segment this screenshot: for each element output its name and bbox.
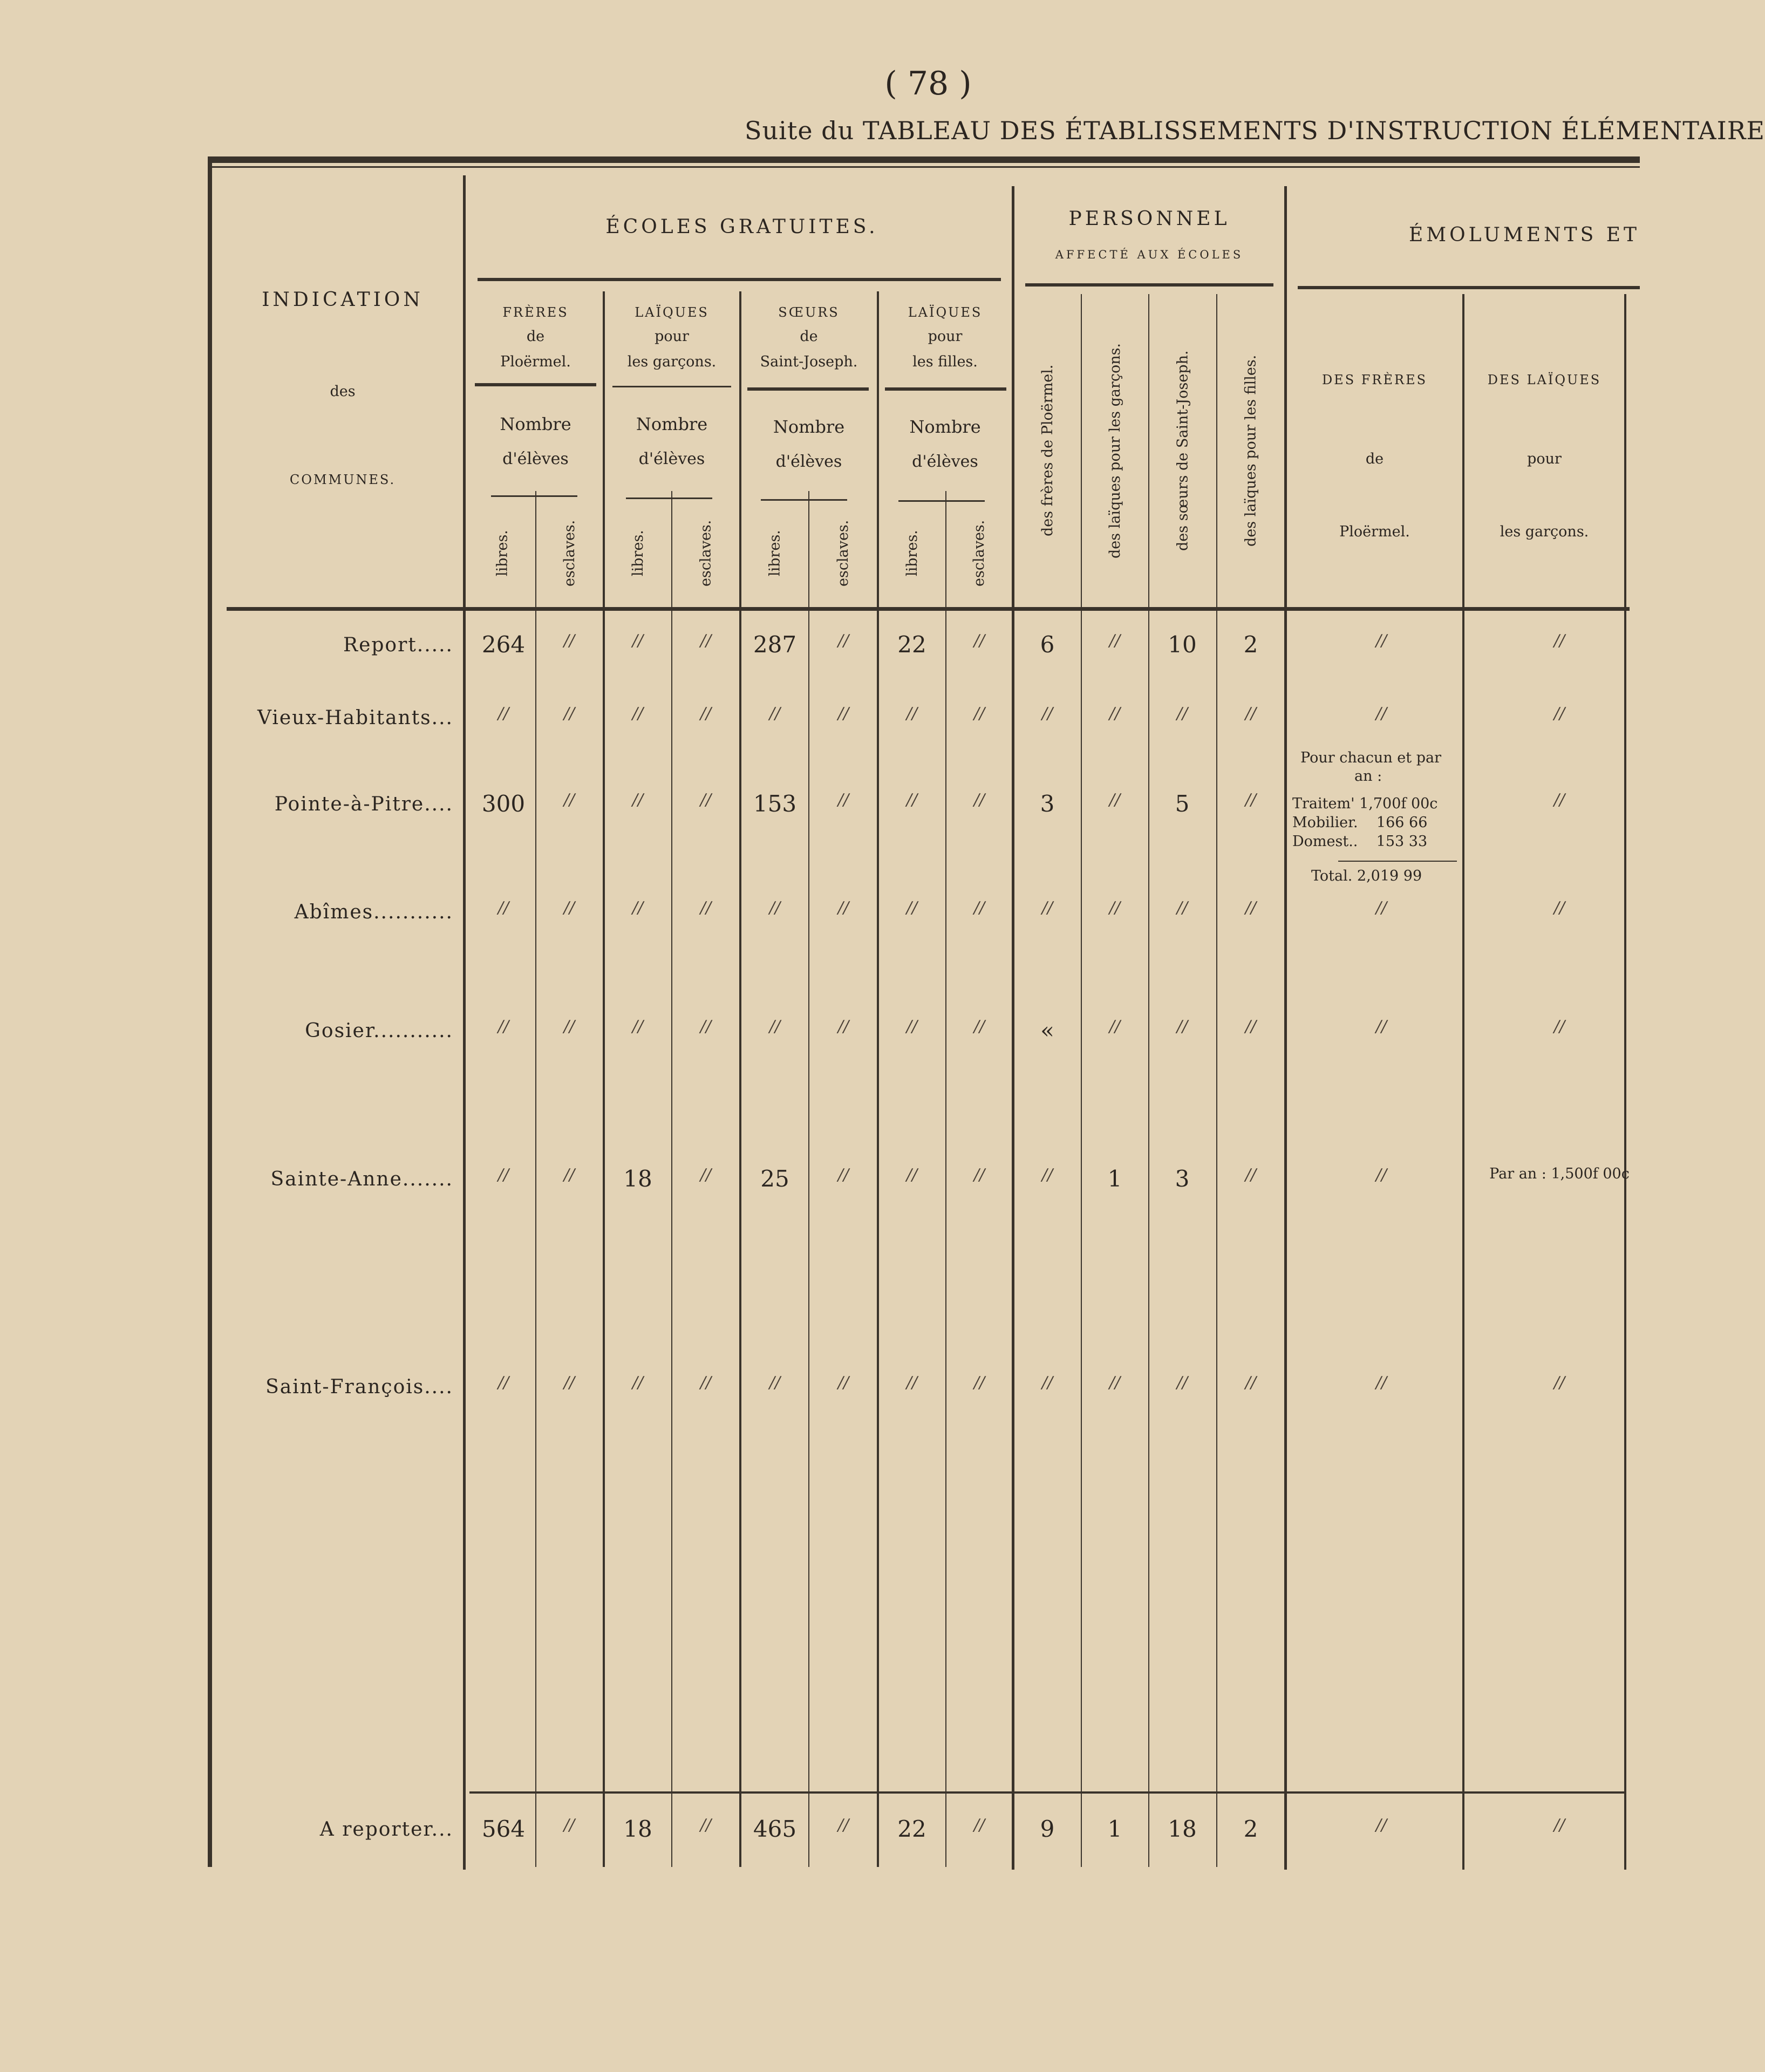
libres-3: libres. bbox=[766, 530, 783, 576]
table-cell: // bbox=[700, 631, 712, 650]
table-cell: 1 bbox=[1107, 1816, 1122, 1842]
group-laiques-garcons-line2: pour bbox=[655, 328, 689, 345]
nombre-rule-4 bbox=[898, 500, 985, 502]
table-cell: // bbox=[1109, 1017, 1121, 1036]
d-eleves-3: d'élèves bbox=[775, 452, 842, 471]
table-cell: 25 bbox=[760, 1166, 789, 1192]
commune-name: Report..... bbox=[343, 634, 453, 656]
table-cell: 18 bbox=[623, 1166, 652, 1192]
libres-1: libres. bbox=[494, 530, 511, 576]
table-cell: // bbox=[498, 1166, 509, 1184]
commune-name: Gosier........... bbox=[305, 1020, 453, 1042]
table-cell: // bbox=[837, 898, 849, 917]
header-communes: COMMUNES. bbox=[289, 472, 396, 487]
table-cell: // bbox=[837, 1816, 849, 1835]
nombre-rule-2 bbox=[626, 497, 712, 499]
table-cell: 264 bbox=[481, 631, 526, 658]
table-cell: // bbox=[1109, 898, 1121, 917]
table-cell: // bbox=[973, 1816, 985, 1835]
table-cell: // bbox=[1041, 1373, 1053, 1392]
personnel-col-freres: des frères de Ploërmel. bbox=[1039, 364, 1056, 537]
ecoles-rule bbox=[478, 278, 1001, 281]
table-cell: // bbox=[906, 1017, 918, 1036]
group-freres-line2: de bbox=[526, 328, 545, 345]
table-cell: // bbox=[700, 790, 712, 809]
esclaves-1: esclaves. bbox=[561, 520, 578, 587]
nombre-4: Nombre bbox=[909, 417, 981, 437]
table-cell: 2 bbox=[1243, 1816, 1258, 1842]
table-cell: // bbox=[973, 1166, 985, 1184]
table-cell: // bbox=[1245, 790, 1257, 809]
table-cell: // bbox=[1176, 898, 1188, 917]
sub-sep-3 bbox=[808, 491, 809, 1867]
table-cell: // bbox=[837, 790, 849, 809]
table-cell: 564 bbox=[481, 1816, 526, 1842]
table-cell: // bbox=[1553, 1373, 1565, 1392]
emol-freres-line2: de bbox=[1365, 451, 1384, 467]
nombre-rule-3 bbox=[761, 499, 847, 501]
table-cell: // bbox=[563, 1816, 575, 1835]
personnel-col-soeurs: des sœurs de Saint-Joseph. bbox=[1174, 350, 1191, 551]
table-cell: 3 bbox=[1175, 1166, 1190, 1192]
note-domestique: Domest.. 153 33 bbox=[1292, 833, 1428, 850]
page-number: ( 78 ) bbox=[884, 65, 972, 103]
table-cell: 22 bbox=[897, 1816, 926, 1842]
table-cell: // bbox=[973, 704, 985, 723]
table-cell: // bbox=[906, 790, 918, 809]
table-cell: // bbox=[1245, 1373, 1257, 1392]
table-cell: // bbox=[563, 1373, 575, 1392]
table-cell: // bbox=[700, 704, 712, 723]
group-laiques-filles-line3: les filles. bbox=[912, 353, 978, 370]
table-cell: 5 bbox=[1175, 790, 1190, 817]
esclaves-4: esclaves. bbox=[971, 520, 987, 587]
note-line1: Pour chacun et par bbox=[1300, 749, 1441, 766]
commune-name: Pointe-à-Pitre.... bbox=[274, 793, 453, 815]
group-soeurs-line1: SŒURS bbox=[778, 305, 840, 320]
table-cell: // bbox=[700, 1373, 712, 1392]
table-cell: // bbox=[1109, 704, 1121, 723]
table-cell: // bbox=[632, 898, 644, 917]
table-cell: 18 bbox=[623, 1816, 652, 1842]
header-personnel-sub: AFFECTÉ AUX ÉCOLES bbox=[1055, 248, 1244, 261]
group-rule-2 bbox=[612, 386, 731, 387]
table-cell: // bbox=[632, 790, 644, 809]
right-edge bbox=[1624, 294, 1626, 1870]
libres-2: libres. bbox=[630, 530, 646, 576]
emol-freres-line3: Ploërmel. bbox=[1339, 523, 1410, 540]
table-cell: // bbox=[632, 1373, 644, 1392]
table-cell: // bbox=[1553, 790, 1565, 809]
table-cell: // bbox=[1041, 898, 1053, 917]
table-cell: 153 bbox=[753, 790, 797, 817]
personnel-border bbox=[1284, 186, 1287, 1870]
table-cell: 2 bbox=[1243, 631, 1258, 658]
table-cell: // bbox=[1245, 1017, 1257, 1036]
group-soeurs-line2: de bbox=[800, 328, 818, 345]
table-cell: // bbox=[563, 790, 575, 809]
d-eleves-1: d'élèves bbox=[502, 449, 569, 468]
table-cell: // bbox=[1176, 1017, 1188, 1036]
table-cell: // bbox=[563, 1017, 575, 1036]
table-cell: // bbox=[563, 898, 575, 917]
table-cell: 18 bbox=[1168, 1816, 1197, 1842]
table-cell: // bbox=[906, 1166, 918, 1184]
table-cell: // bbox=[1553, 1017, 1565, 1036]
personnel-rule bbox=[1025, 283, 1273, 287]
group-rule-1 bbox=[475, 383, 596, 386]
note-total: Total. 2,019 99 bbox=[1311, 868, 1422, 884]
table-cell: // bbox=[1553, 704, 1565, 723]
table-cell: // bbox=[498, 898, 509, 917]
group-laiques-filles-line1: LAÏQUES bbox=[908, 305, 983, 320]
table-cell: // bbox=[498, 704, 509, 723]
table-cell: // bbox=[498, 1017, 509, 1036]
table-cell: // bbox=[1375, 631, 1387, 650]
table-cell: // bbox=[769, 1017, 781, 1036]
group-laiques-garcons-line1: LAÏQUES bbox=[635, 305, 709, 320]
group-freres-line3: Ploërmel. bbox=[500, 353, 571, 370]
table-cell: // bbox=[973, 1017, 985, 1036]
left-border bbox=[208, 156, 212, 1867]
d-eleves-4: d'élèves bbox=[912, 452, 978, 471]
emol-laiques-line1: DES LAÏQUES bbox=[1487, 372, 1602, 387]
note-line2: an : bbox=[1354, 768, 1382, 785]
table-cell: // bbox=[1109, 1373, 1121, 1392]
table-cell: // bbox=[1375, 1166, 1387, 1184]
table-cell: // bbox=[1041, 704, 1053, 723]
table-cell: // bbox=[632, 1017, 644, 1036]
sub-sep-4 bbox=[945, 491, 946, 1867]
commune-name: Vieux-Habitants... bbox=[257, 707, 453, 729]
top-rule bbox=[208, 156, 1640, 163]
table-cell: // bbox=[1375, 1017, 1387, 1036]
table-cell: // bbox=[1375, 898, 1387, 917]
group-rule-4 bbox=[885, 387, 1006, 391]
esclaves-2: esclaves. bbox=[697, 520, 714, 587]
table-cell: // bbox=[1245, 898, 1257, 917]
emol-laiques-line3: les garçons. bbox=[1500, 523, 1589, 540]
nombre-2: Nombre bbox=[636, 414, 708, 434]
table-cell: // bbox=[563, 704, 575, 723]
d-eleves-2: d'élèves bbox=[638, 449, 705, 468]
table-cell: // bbox=[632, 704, 644, 723]
top-rule-thin bbox=[208, 166, 1640, 168]
table-cell: // bbox=[973, 898, 985, 917]
esclaves-3: esclaves. bbox=[835, 520, 851, 587]
libres-4: libres. bbox=[904, 530, 921, 576]
table-cell: 287 bbox=[753, 631, 797, 658]
group-rule-3 bbox=[747, 387, 869, 391]
group-freres-line1: FRÈRES bbox=[502, 305, 569, 320]
table-cell: // bbox=[837, 631, 849, 650]
table-cell: // bbox=[1245, 704, 1257, 723]
table-cell: 22 bbox=[897, 631, 926, 658]
commune-col-border bbox=[463, 175, 466, 1870]
table-cell: // bbox=[498, 1373, 509, 1392]
table-cell: // bbox=[769, 704, 781, 723]
table-cell: 300 bbox=[481, 790, 526, 817]
table-cell: // bbox=[906, 704, 918, 723]
table-cell: 6 bbox=[1040, 631, 1055, 658]
table-cell: // bbox=[973, 631, 985, 650]
total-rule bbox=[469, 1791, 1624, 1794]
table-cell: // bbox=[632, 631, 644, 650]
personnel-col-laiques-garcons: des laïques pour les garçons. bbox=[1107, 343, 1123, 558]
table-cell: // bbox=[1375, 1373, 1387, 1392]
emol-rule bbox=[1298, 286, 1640, 289]
commune-name: A reporter... bbox=[319, 1818, 453, 1841]
table-cell: // bbox=[1375, 1816, 1387, 1835]
table-cell: // bbox=[769, 898, 781, 917]
table-cell: 465 bbox=[753, 1816, 797, 1842]
commune-name: Abîmes........... bbox=[294, 901, 453, 923]
nombre-3: Nombre bbox=[773, 417, 845, 437]
table-cell: // bbox=[1109, 631, 1121, 650]
table-cell: // bbox=[906, 898, 918, 917]
table-cell: // bbox=[973, 1373, 985, 1392]
sub-sep-2 bbox=[671, 491, 672, 1867]
table-cell: 3 bbox=[1040, 790, 1055, 817]
table-cell: // bbox=[1176, 1373, 1188, 1392]
table-cell: Par an : 1,500f 00c bbox=[1489, 1166, 1630, 1182]
table-cell: // bbox=[837, 704, 849, 723]
header-des: des bbox=[330, 383, 356, 400]
header-emoluments: ÉMOLUMENTS ET bbox=[1409, 224, 1640, 246]
table-cell: // bbox=[837, 1166, 849, 1184]
table-cell: // bbox=[769, 1373, 781, 1392]
table-cell: // bbox=[1553, 1816, 1565, 1835]
table-cell: // bbox=[837, 1017, 849, 1036]
emol-laiques-line2: pour bbox=[1527, 451, 1562, 467]
table-cell: // bbox=[700, 1816, 712, 1835]
note-mobilier: Mobilier. 166 66 bbox=[1292, 814, 1428, 831]
table-cell: // bbox=[1109, 790, 1121, 809]
table-cell: // bbox=[1041, 1166, 1053, 1184]
table-cell: // bbox=[563, 631, 575, 650]
table-cell: // bbox=[700, 1166, 712, 1184]
table-title: Suite du TABLEAU DES ÉTABLISSEMENTS D'INSTRUCTION ÉLÉMENTAIRE bbox=[745, 116, 1765, 145]
table-cell: // bbox=[700, 898, 712, 917]
commune-name: Sainte-Anne....... bbox=[270, 1168, 453, 1190]
header-ecoles-gratuites: ÉCOLES GRATUITES. bbox=[605, 216, 878, 238]
nombre-1: Nombre bbox=[500, 414, 571, 434]
table-cell: 10 bbox=[1168, 631, 1197, 658]
table-cell: // bbox=[837, 1373, 849, 1392]
table-cell: 9 bbox=[1040, 1816, 1055, 1842]
table-cell: // bbox=[563, 1166, 575, 1184]
group-laiques-garcons-line3: les garçons. bbox=[627, 353, 717, 370]
table-cell: « bbox=[1040, 1017, 1054, 1044]
header-personnel: PERSONNEL bbox=[1068, 208, 1230, 230]
commune-name: Saint-François.... bbox=[265, 1376, 453, 1398]
table-cell: // bbox=[700, 1017, 712, 1036]
header-bottom-rule bbox=[227, 607, 1630, 611]
header-indication: INDICATION bbox=[262, 289, 424, 311]
table-cell: // bbox=[1245, 1166, 1257, 1184]
table-cell: // bbox=[1176, 704, 1188, 723]
note-traitement: Traitem' 1,700f 00c bbox=[1292, 795, 1438, 812]
table-cell: // bbox=[1553, 631, 1565, 650]
table-cell: // bbox=[1553, 898, 1565, 917]
group-laiques-filles-line2: pour bbox=[928, 328, 963, 345]
table-cell: 1 bbox=[1107, 1166, 1122, 1192]
note-rule bbox=[1338, 861, 1457, 862]
table-cell: // bbox=[973, 790, 985, 809]
nombre-rule-1 bbox=[491, 495, 577, 497]
table-cell: // bbox=[1375, 704, 1387, 723]
personnel-col-laiques-filles: des laïques pour les filles. bbox=[1242, 355, 1259, 547]
emol-freres-line1: DES FRÈRES bbox=[1321, 372, 1428, 387]
group-soeurs-line3: Saint-Joseph. bbox=[760, 353, 858, 370]
table-cell: // bbox=[906, 1373, 918, 1392]
